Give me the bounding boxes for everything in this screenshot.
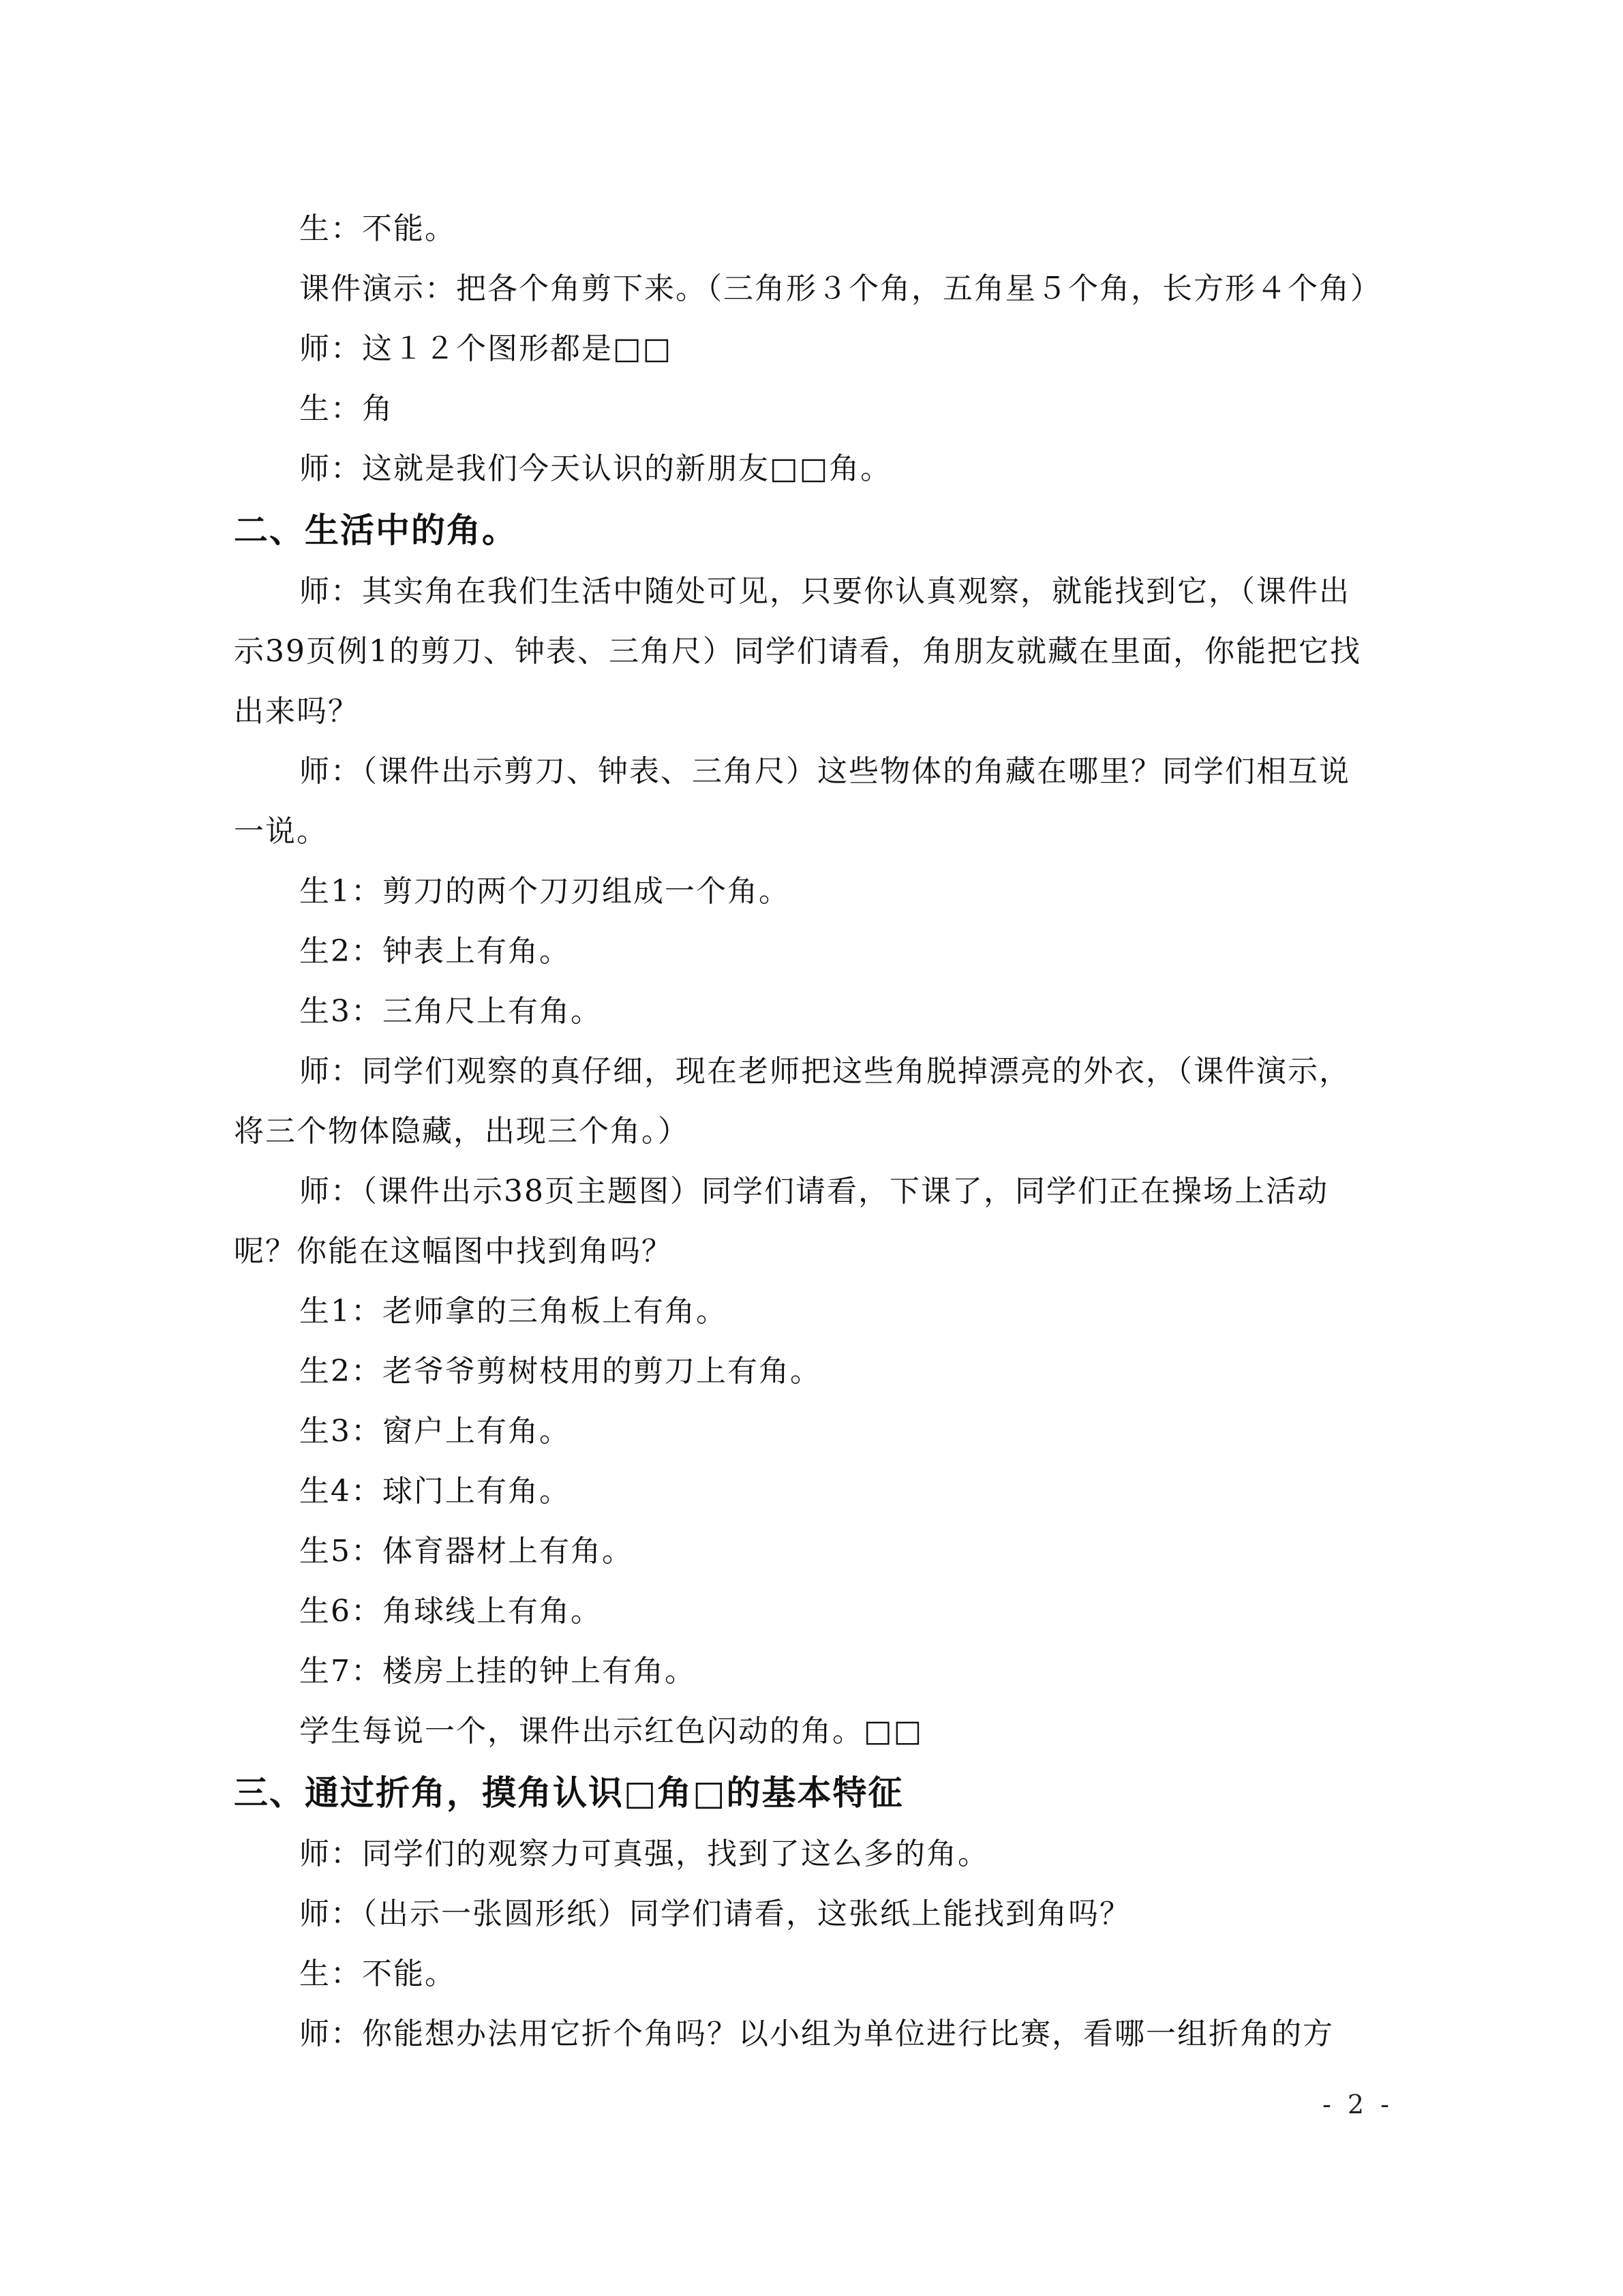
- paragraph: 生7：楼房上挂的钟上有角。: [299, 1654, 696, 1689]
- paragraph: 师：（课件出示38页主题图）同学们请看，下课了，同学们正在操场上活动呢？你能在这幅图中找到角吗？: [234, 1174, 1329, 1269]
- paragraph: 生3：三角尺上有角。: [299, 994, 602, 1029]
- document-body: [234, 199, 1382, 2064]
- paragraph: 师：同学们的观察力可真强，找到了这么多的角。: [299, 1837, 989, 1871]
- paragraph: 生1：老师拿的三角板上有角。: [299, 1294, 727, 1329]
- paragraph: 师：（出示一张圆形纸）同学们请看，这张纸上能找到角吗？: [299, 1897, 1131, 1931]
- paragraph: 生6：角球线上有角。: [299, 1594, 602, 1629]
- paragraph: 师：你能想办法用它折个角吗？以小组为单位进行比赛，看哪一组折角的方: [299, 2016, 1334, 2051]
- paragraph: 师：其实角在我们生活中随处可见，只要你认真观察，就能找到它，（课件出示39页例1的剪刀、钟表、三角尺）同学们请看，角朋友就藏在里面，你能把它找出来吗？: [234, 574, 1361, 729]
- paragraph: 师：（课件出示剪刀、钟表、三角尺）这些物体的角藏在哪里？同学们相互说一说。: [234, 754, 1350, 849]
- paragraph: 生2：老爷爷剪树枝用的剪刀上有角。: [299, 1354, 821, 1389]
- section-heading: 二、生活中的角。: [234, 511, 517, 550]
- paragraph: 生5：体育器材上有角。: [299, 1534, 633, 1569]
- paragraph: 师：这１２个图形都是□□: [299, 331, 673, 366]
- paragraph: 生1：剪刀的两个刀刃组成一个角。: [299, 874, 790, 909]
- paragraph: 师：这就是我们今天认识的新朋友□□角。: [299, 451, 892, 486]
- paragraph: 学生每说一个，课件出示红色闪动的角。□□: [299, 1714, 924, 1749]
- paragraph: 师：同学们观察的真仔细，现在老师把这些角脱掉漂亮的外衣，（课件演示，将三个物体隐藏，出现三个角。）: [234, 1054, 1350, 1149]
- paragraph: 生：角: [299, 391, 393, 426]
- paragraph: 课件演示：把各个角剪下来。（三角形３个角，五角星５个角，长方形４个角）: [299, 271, 1382, 306]
- section-heading: 三、通过折角，摸角认识□角□的基本特征: [234, 1773, 904, 1813]
- paragraph: 生：不能。: [299, 1957, 456, 1991]
- paragraph: 生2：钟表上有角。: [299, 934, 571, 969]
- paragraph: 生：不能。: [299, 211, 456, 246]
- page-number: - 2 -: [1322, 2089, 1394, 2119]
- paragraph: 生4：球门上有角。: [299, 1474, 571, 1509]
- paragraph: 生3：窗户上有角。: [299, 1414, 571, 1449]
